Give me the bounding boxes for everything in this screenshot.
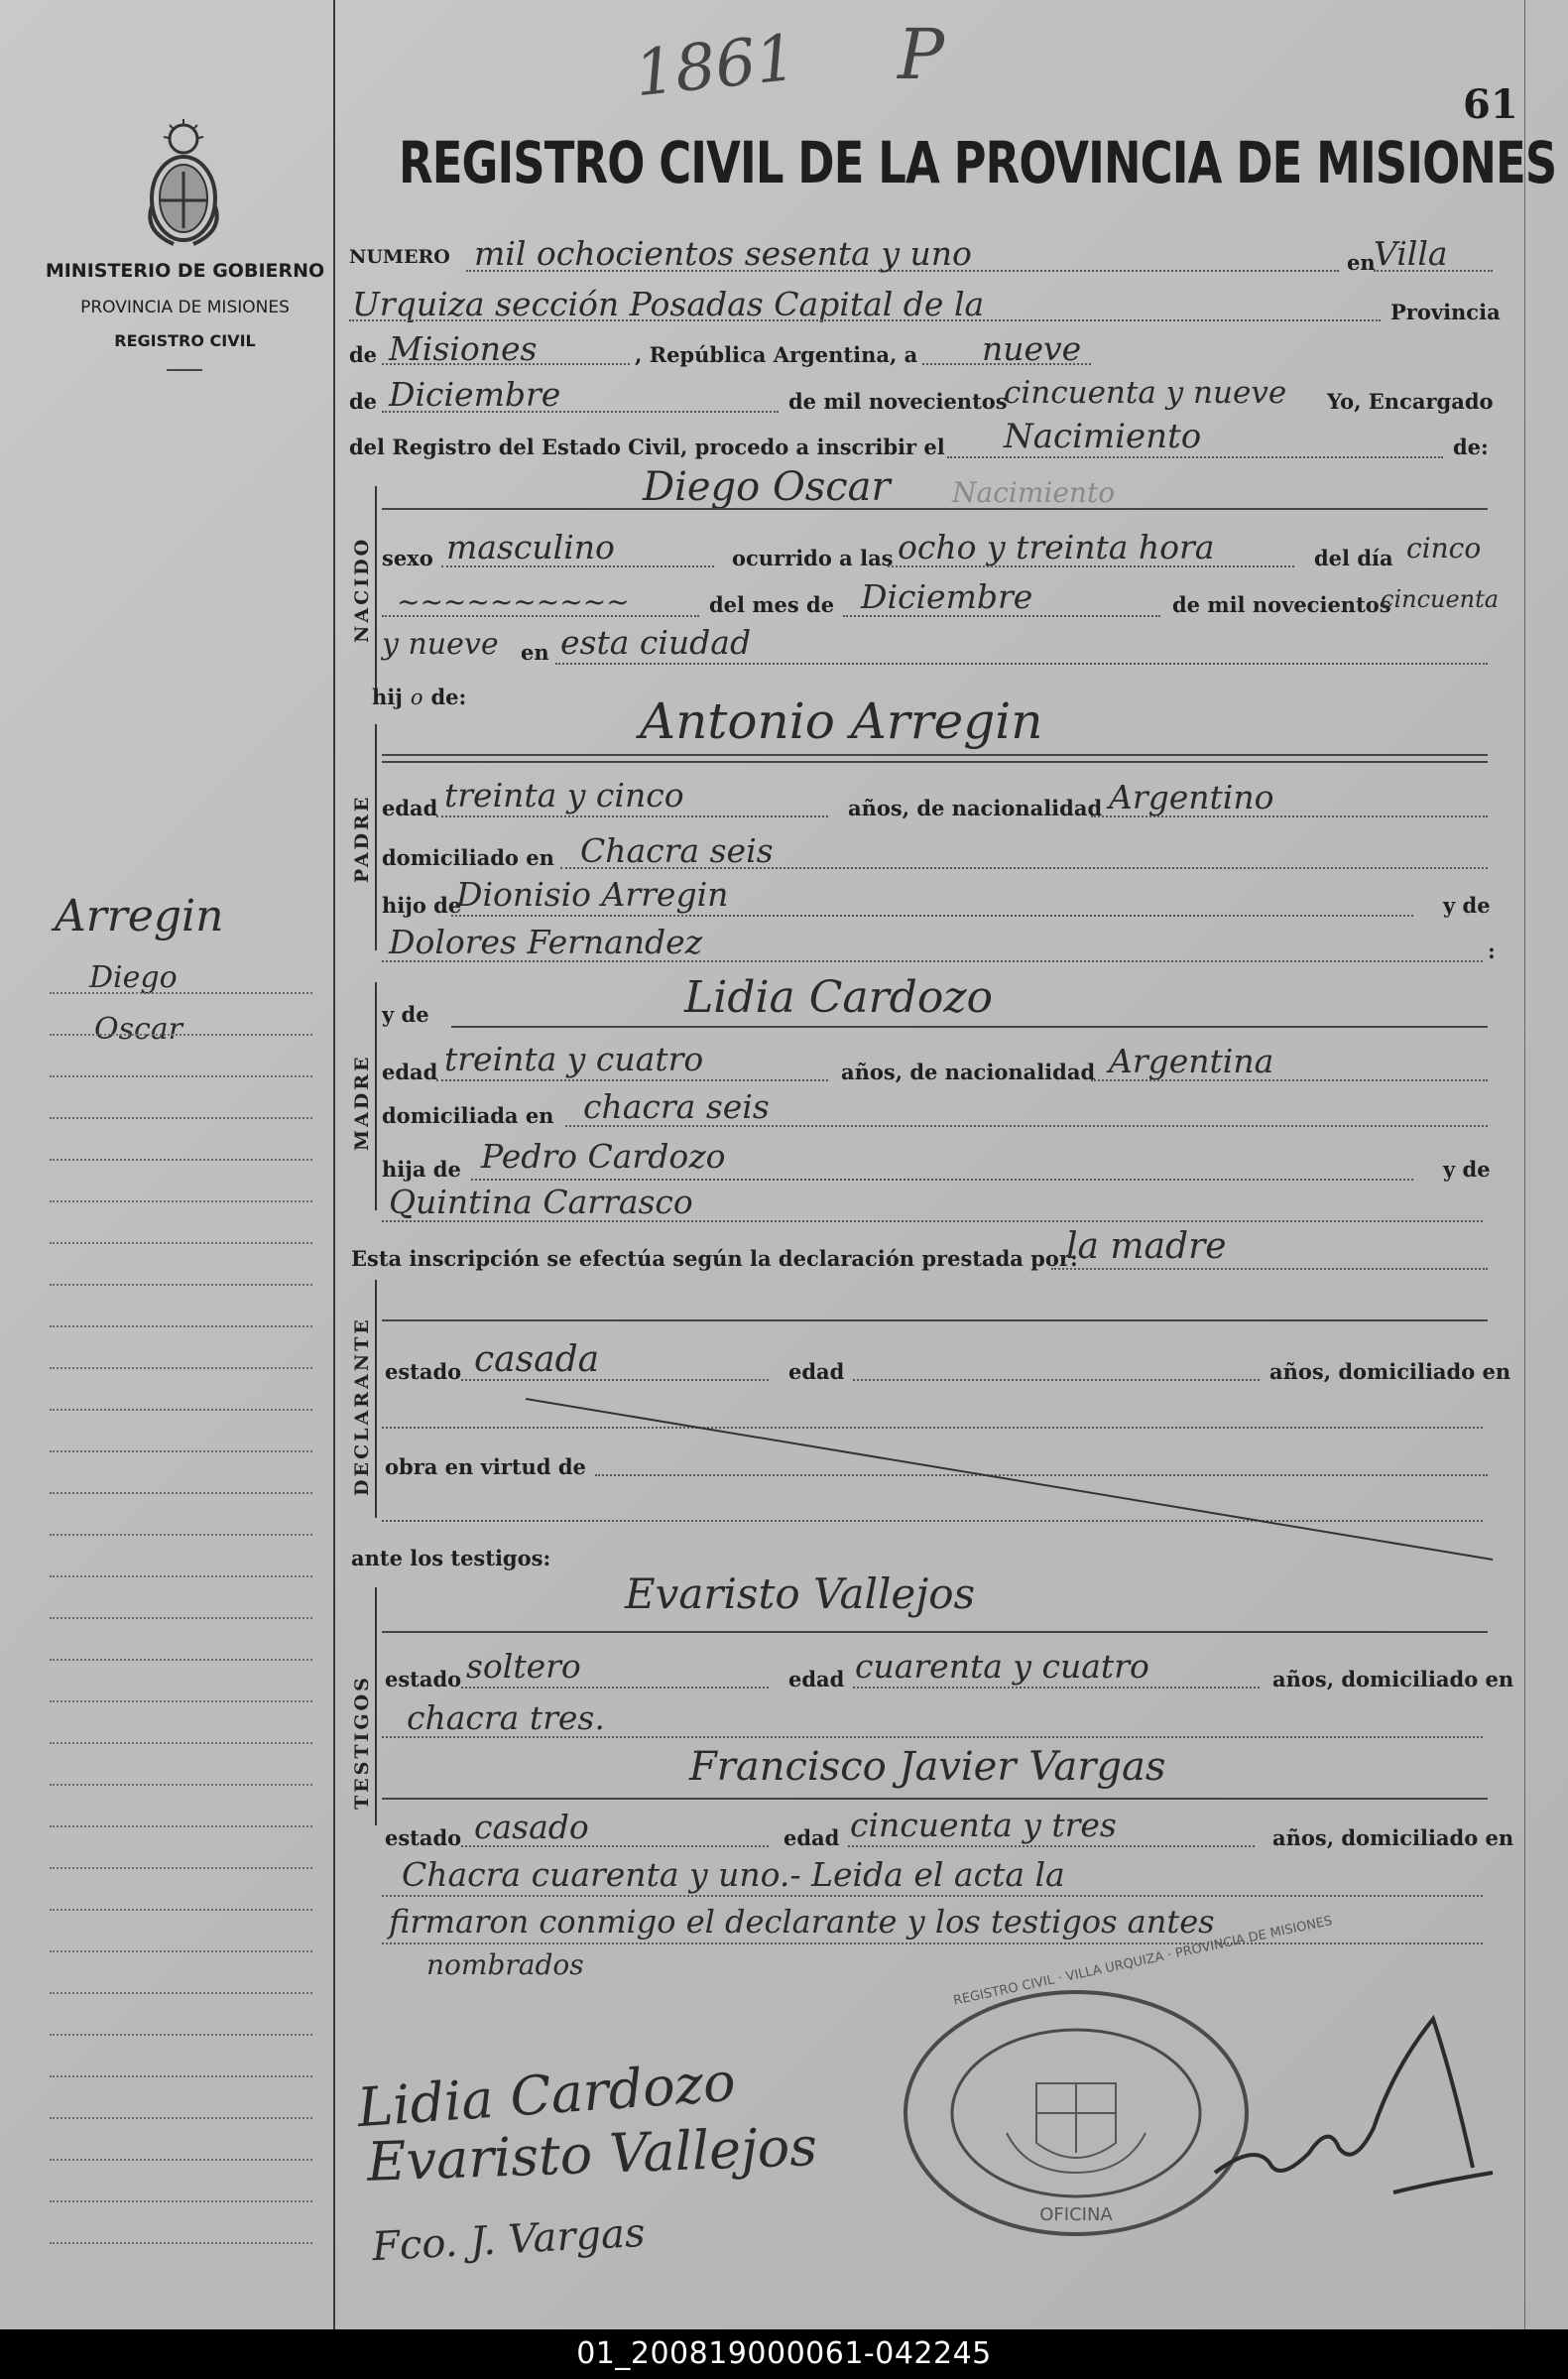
nacido-bracket xyxy=(375,486,377,694)
margin-ruled-line xyxy=(50,1534,312,1536)
declarante-edad-label: edad xyxy=(788,1359,845,1384)
hijo-label-text: hij xyxy=(372,685,403,709)
footer-image-id: 01_200819000061-042245 xyxy=(0,2329,1568,2379)
anio-nacido-value-a: cincuenta xyxy=(1381,585,1500,613)
margin-ruled-line xyxy=(50,1742,312,1744)
nacido-nombre: Diego Oscar xyxy=(643,464,891,510)
margin-ruled-line xyxy=(50,1867,312,1869)
margin-ruled-line xyxy=(50,1200,312,1202)
en-label: en xyxy=(1347,250,1376,275)
sexo-dots xyxy=(441,565,714,567)
folio-number: 1861 xyxy=(631,21,800,112)
cierre-linea-1: firmaron conmigo el declarante y los testigos antes xyxy=(389,1903,1215,1941)
mes-nacido-dots xyxy=(843,615,1160,617)
margin-ruled-line xyxy=(50,1367,312,1369)
testigo2-nombre: Francisco Javier Vargas xyxy=(689,1744,1166,1790)
sexo-value: masculino xyxy=(446,528,615,566)
padre-hijo-de-label: hijo de xyxy=(382,893,462,918)
margin-ruled-line xyxy=(50,2075,312,2077)
testigo2-edad-dots xyxy=(848,1845,1255,1847)
testigo2-domicilio: Chacra cuarenta y uno.- Leida el acta la xyxy=(402,1855,1065,1894)
madre-anios-label: años, de nacionalidad xyxy=(841,1060,1096,1084)
testigo1-edad-value: cuarenta y cuatro xyxy=(855,1647,1149,1686)
margin-ruled-line xyxy=(50,1034,312,1036)
dia-nacido-value: cinco xyxy=(1406,532,1482,564)
inscripcion-value: la madre xyxy=(1066,1226,1227,1267)
padre-padre: Dionisio Arregin xyxy=(456,875,729,914)
padre-nombre-line2 xyxy=(382,761,1488,763)
margin-ruled-line xyxy=(50,1325,312,1327)
margin-ruled-line xyxy=(50,1242,312,1244)
testigo2-nombre-line xyxy=(382,1798,1488,1800)
lugar-dots xyxy=(555,663,1488,665)
anio-label: de mil novecientos xyxy=(788,389,1008,414)
testigos-bracket xyxy=(375,1587,377,1825)
place-value: Urquiza sección Posadas Capital de la xyxy=(352,285,985,323)
declarante-nombre-line xyxy=(382,1319,1488,1321)
officer-signature xyxy=(1185,2014,1512,2202)
margin-ruled-line xyxy=(50,2242,312,2244)
declarante-obra-label: obra en virtud de xyxy=(385,1454,586,1479)
anio-nacido-value-b: y nueve xyxy=(382,627,499,662)
testigo1-dom-dots xyxy=(382,1736,1483,1738)
nacido-nombre-line xyxy=(382,508,1488,510)
cierre-dots-1 xyxy=(382,1942,1483,1944)
place-dots xyxy=(349,319,1381,321)
acto-dots xyxy=(947,456,1443,458)
mes-nacido-value: Diciembre xyxy=(861,577,1033,616)
margin-note-name2: Oscar xyxy=(94,1012,183,1047)
hijo-label xyxy=(372,685,466,709)
madre-nombre-line xyxy=(451,1026,1488,1028)
madre-y-de-label: y de xyxy=(382,1002,429,1027)
signature-1: Lidia Cardozo xyxy=(355,2050,738,2140)
margin-ruled-line xyxy=(50,2117,312,2119)
padre-bracket xyxy=(375,724,377,950)
padre-edad-value: treinta y cinco xyxy=(444,776,684,814)
margin-ruled-line xyxy=(50,1909,312,1911)
margin-ruled-line xyxy=(50,1075,312,1077)
testigo1-estado-value: soltero xyxy=(466,1647,581,1686)
lugar-nacido-value: esta ciudad xyxy=(560,623,752,662)
testigo2-estado-dots xyxy=(461,1845,769,1847)
margin-note-name1: Diego xyxy=(89,960,178,995)
en-nacido-label: en xyxy=(521,640,549,665)
declarante-strike-line xyxy=(526,1389,1498,1567)
page-number: 61 xyxy=(1463,81,1518,128)
margin-ruled-line xyxy=(50,2034,312,2036)
testigo2-edad-label: edad xyxy=(784,1825,840,1850)
declarante-edad-dots xyxy=(853,1379,1260,1381)
testigo2-edad-value: cincuenta y tres xyxy=(850,1806,1117,1844)
declarante-section-label: DECLARANTE xyxy=(351,1316,373,1496)
ministry-line-1: MINISTERIO DE GOBIERNO xyxy=(45,260,325,282)
testigo1-nombre: Evaristo Vallejos xyxy=(625,1569,976,1618)
signature-3: Fco. J. Vargas xyxy=(370,2209,647,2271)
stamp-outer-text: REGISTRO CIVIL · VILLA URQUIZA · PROVINCIA DE MISIONES xyxy=(952,1913,1334,2009)
margin-ruled-line xyxy=(50,1992,312,1994)
testigo2-estado-label: estado xyxy=(385,1825,462,1850)
margin-ruled-line xyxy=(50,1659,312,1661)
madre-section-label: MADRE xyxy=(351,1054,373,1151)
padre-edad-label: edad xyxy=(382,796,438,820)
coat-of-arms-icon xyxy=(134,117,233,251)
anio-value: cincuenta y nueve xyxy=(1004,375,1287,411)
de3-label: de: xyxy=(1453,435,1489,459)
testigo1-anios-label: años, domiciliado en xyxy=(1272,1667,1514,1691)
ministry-line-2: PROVINCIA DE MISIONES xyxy=(80,298,290,317)
padre-dom-dots xyxy=(560,867,1488,869)
provincia-dots xyxy=(382,363,630,365)
margin-note-surname: Arregin xyxy=(55,891,224,941)
margin-ruled-line xyxy=(50,1617,312,1619)
margin-ruled-line xyxy=(50,1950,312,1952)
republica-label: , República Argentina, a xyxy=(635,342,918,367)
acto-value: Nacimiento xyxy=(1004,417,1202,456)
de-label: de xyxy=(349,342,378,367)
hijo-suffix: o xyxy=(410,686,423,709)
cierre-linea-2: nombrados xyxy=(426,1948,584,1981)
padre-domicilio-label: domiciliado en xyxy=(382,845,554,870)
margin-ruled-line xyxy=(50,1409,312,1411)
madre-edad-label: edad xyxy=(382,1060,438,1084)
declarante-bracket xyxy=(375,1280,377,1518)
padre-edad-dots xyxy=(436,815,828,817)
testigos-section-label: TESTIGOS xyxy=(351,1675,373,1810)
declarante-estado-label: estado xyxy=(385,1359,462,1384)
numero-value: mil ochocientos sesenta y uno xyxy=(474,234,972,273)
margin-ruled-line xyxy=(50,1492,312,1494)
testigo2-estado-value: casado xyxy=(474,1808,589,1846)
madre-dom-dots xyxy=(565,1125,1488,1127)
margin-ruled-line xyxy=(50,992,312,994)
madre-madre: Quintina Carrasco xyxy=(389,1183,693,1221)
ministry-underline xyxy=(167,369,202,371)
padre-domicilio: Chacra seis xyxy=(580,831,774,870)
declarante-estado-value: casada xyxy=(474,1339,600,1380)
signature-2: Evaristo Vallejos xyxy=(366,2115,818,2193)
mes-value: Diciembre xyxy=(389,375,561,414)
margin-ruled-line xyxy=(50,1700,312,1702)
en-value: Villa xyxy=(1374,234,1448,273)
folio-letter: P xyxy=(898,14,945,95)
madre-y-de-label2: y de xyxy=(1443,1157,1491,1182)
provincia-label: Provincia xyxy=(1390,300,1501,324)
madre-nac-dots xyxy=(1091,1079,1488,1081)
padre-y-de-label: y de xyxy=(1443,893,1491,918)
padre-section-label: PADRE xyxy=(351,794,373,883)
testigo1-nombre-line xyxy=(382,1631,1488,1633)
madre-padre: Pedro Cardozo xyxy=(481,1137,726,1176)
hijo-de-label: de: xyxy=(430,685,467,709)
margin-ruled-line xyxy=(50,1450,312,1452)
margin-ruled-line xyxy=(50,2159,312,2161)
padre-nac-dots xyxy=(1091,815,1488,817)
hora-value: ocho y treinta hora xyxy=(898,528,1215,566)
de2-label: de xyxy=(349,389,378,414)
madre-domicilio: chacra seis xyxy=(583,1087,770,1126)
padre-nombre: Antonio Arregin xyxy=(640,692,1043,750)
nacido-nombre-crossed: Nacimiento xyxy=(952,476,1116,509)
madre-edad-dots xyxy=(436,1079,828,1081)
padre-padre-dots xyxy=(451,915,1413,917)
padre-nacionalidad: Argentino xyxy=(1109,778,1274,816)
margin-ruled-line xyxy=(50,1825,312,1827)
padre-anios-label: años, de nacionalidad xyxy=(848,796,1103,820)
dia-dots xyxy=(922,363,1091,365)
inscripcion-dots xyxy=(1051,1268,1488,1270)
margin-ruled-line xyxy=(50,1284,312,1286)
ministry-line-3: REGISTRO CIVIL xyxy=(114,331,256,350)
dia-value: nueve xyxy=(982,329,1082,368)
madre-hija-de-label: hija de xyxy=(382,1157,461,1182)
madre-padre-dots xyxy=(471,1179,1413,1181)
madre-nacionalidad: Argentina xyxy=(1109,1042,1274,1080)
registro-label: del Registro del Estado Civil, procedo a inscribir el xyxy=(349,435,945,459)
madre-madre-dots xyxy=(382,1220,1483,1222)
margin-ruled-line xyxy=(50,1575,312,1577)
sexo-label: sexo xyxy=(382,546,433,570)
anio-nacido-label: de mil novecientos xyxy=(1172,592,1391,617)
testigo1-edad-dots xyxy=(853,1687,1260,1689)
madre-domicilio-label: domiciliada en xyxy=(382,1103,554,1128)
margin-ruled-line xyxy=(50,2200,312,2202)
margin-ruled-line xyxy=(50,1117,312,1119)
right-edge-line xyxy=(1524,0,1525,2329)
testigo1-estado-dots xyxy=(461,1687,769,1689)
en-dots xyxy=(1374,270,1493,272)
ocurrido-label: ocurrido a las xyxy=(732,546,894,570)
stamp-bottom-text: OFICINA xyxy=(1039,2204,1113,2225)
padre-madre-dots xyxy=(382,960,1483,962)
page-title: REGISTRO CIVIL DE LA PROVINCIA DE MISIONES xyxy=(399,129,1557,196)
numero-label: NUMERO xyxy=(349,246,450,268)
testigo1-estado-label: estado xyxy=(385,1667,462,1691)
padre-nombre-line xyxy=(382,754,1488,756)
testigo2-dom-dots xyxy=(382,1895,1483,1897)
testigos-ante-label: ante los testigos: xyxy=(351,1546,551,1570)
margin-ruled-line xyxy=(50,1784,312,1786)
provincia-value: Misiones xyxy=(389,329,538,368)
margin-ruled-line xyxy=(50,1159,312,1161)
yo-label: Yo, Encargado xyxy=(1327,389,1494,414)
declarante-anios-label: años, domiciliado en xyxy=(1269,1359,1511,1384)
hora-dots xyxy=(888,565,1294,567)
madre-bracket xyxy=(375,982,377,1210)
nacido-section-label: NACIDO xyxy=(351,536,373,643)
padre-colon: : xyxy=(1488,939,1496,963)
testigo1-edad-label: edad xyxy=(788,1667,845,1691)
declarante-estado-dots xyxy=(461,1379,769,1381)
margin-divider xyxy=(333,0,335,2329)
mes-dots xyxy=(382,411,779,413)
padre-madre: Dolores Fernandez xyxy=(389,923,703,961)
del-mes-label: del mes de xyxy=(709,592,835,617)
inscripcion-label: Esta inscripción se efectúa según la declaración prestada por: xyxy=(351,1246,1078,1271)
del-dia-label: del día xyxy=(1314,546,1393,570)
madre-nombre: Lidia Cardozo xyxy=(684,972,994,1023)
madre-edad-value: treinta y cuatro xyxy=(444,1040,704,1078)
testigo1-domicilio: chacra tres. xyxy=(407,1698,605,1737)
dia-cont-scribble: ~~~~~~~~~~ xyxy=(397,585,630,618)
testigo2-anios-label: años, domiciliado en xyxy=(1272,1825,1514,1850)
